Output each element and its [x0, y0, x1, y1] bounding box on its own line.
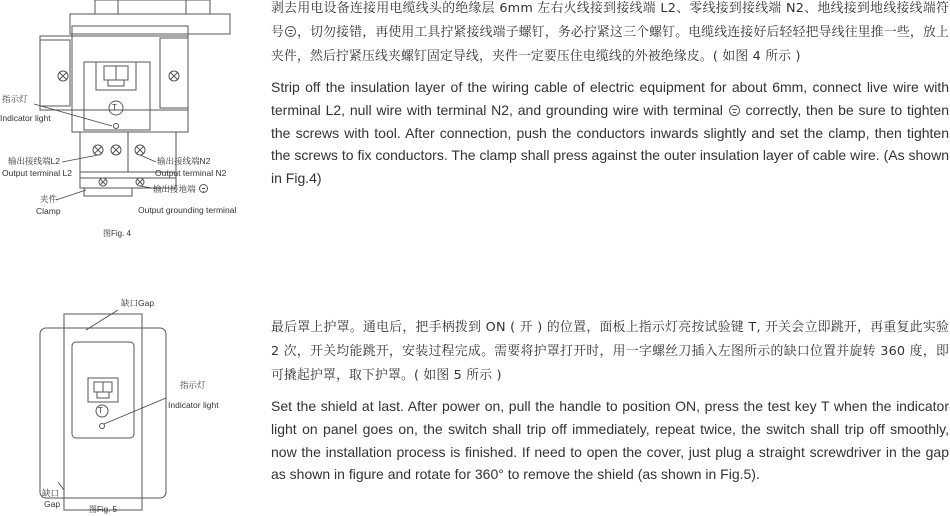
- fig5-gap-label-en: Gap: [44, 499, 61, 509]
- section-1-chinese: [271, 0, 949, 69]
- figure-4: [0, 0, 260, 250]
- fig5-indicator-label-en: Indicator light: [168, 400, 219, 410]
- fig4-caption: 图Fig. 4: [103, 229, 132, 238]
- figure-5-drawing: [0, 290, 260, 516]
- section-2-chinese: 最后罩上护罩。通电后，把手柄拨到 ON ( 开 ) 的位置，面板上指示灯亮按试验键 T, 开关会立即跳开，再重复此实验 2 次，开关均能跳开，安装过程完成。需要将护罩打开时，用一字螺丝刀插入左图所示的缺口位置并旋转 360 度，即可撬起护罩，取下护罩。( 如图 5 所示 ): [271, 320, 949, 383]
- fig4-ground-label-en: Output grounding terminal: [138, 205, 237, 215]
- fig5-caption: 图Fig. 5: [89, 505, 118, 514]
- fig4-ground-label-cn: [153, 184, 209, 194]
- fig4-test-key: T: [112, 103, 117, 112]
- fig4-clamp-label-cn: 夹件: [40, 194, 58, 204]
- fig4-n2-label-en: Output terminal N2: [155, 168, 227, 178]
- fig4-indicator-label-en: Indicator light: [0, 113, 51, 123]
- fig4-l2-label-cn: 输出接线端L2: [8, 156, 60, 166]
- section-1-english: [271, 76, 949, 190]
- section-2: [271, 316, 949, 486]
- section-2-english: Set the shield at last. After power on, pull the handle to position ON, press the test key T when the indicator light on panel goes on, the switch shall trip off immediately, repeat twice, the switch shall trip off smoothly, now the installation process is finished. If need to open the cover, just plug a straight screwdriver in the gap as shown in figure and rotate for 360° to remove the shield (as shown in Fig.5).: [271, 398, 949, 483]
- section-1-en-part-a: Strip off the insulation layer of the wiring cable of electric equipment for about 6mm, connect live wire with terminal L2, null wire with terminal N2, and grounding wire with terminal: [271, 79, 949, 118]
- fig5-indicator-label-cn: 指示灯: [180, 380, 206, 390]
- fig4-clamp-label-en: Clamp: [36, 206, 61, 216]
- fig5-test-key: T: [98, 406, 103, 415]
- ground-symbol-icon: [729, 105, 740, 116]
- fig4-ground-label-text: 输出接地端: [153, 184, 196, 194]
- fig4-indicator-label-cn: 指示灯: [2, 94, 28, 104]
- figure-5: [0, 290, 260, 516]
- section-1-en-part-b: correctly, then be sure to tighten the screws with tool. After connection, push the conductors inwards slightly and set the clamp, then tighten the screws to fix conductors. The clamp shall press against the outer insulation layer of cable wire. (As shown in Fig.4): [271, 101, 949, 187]
- fig5-gap-label-cn: 缺口: [42, 488, 60, 498]
- ground-symbol-icon: [285, 26, 296, 37]
- ground-symbol-icon: [199, 184, 208, 193]
- fig4-n2-label-cn: 输出接线端N2: [157, 156, 211, 166]
- section-1: [271, 0, 949, 190]
- fig5-gap-top-label: 缺口Gap: [121, 298, 155, 308]
- section-1-zh-part-a: 剥去用电设备连接用电缆线头的绝缘层 6mm 左右火线接到接线端 L2、零线接到接线端 N2、地线接到地线接线端符号: [271, 1, 949, 40]
- section-1-zh-part-b: ，切勿接错，再使用工具拧紧接线端子螺钉，务必拧紧这三个螺钉。电缆线连接好后轻轻把导线往里推一些，放上夹件，然后拧紧压线夹螺钉固定导线，夹件一定要压住电缆线的外被绝缘皮。( 如图 4 所示 ): [271, 25, 950, 64]
- fig4-l2-label-en: Output terminal L2: [2, 168, 72, 178]
